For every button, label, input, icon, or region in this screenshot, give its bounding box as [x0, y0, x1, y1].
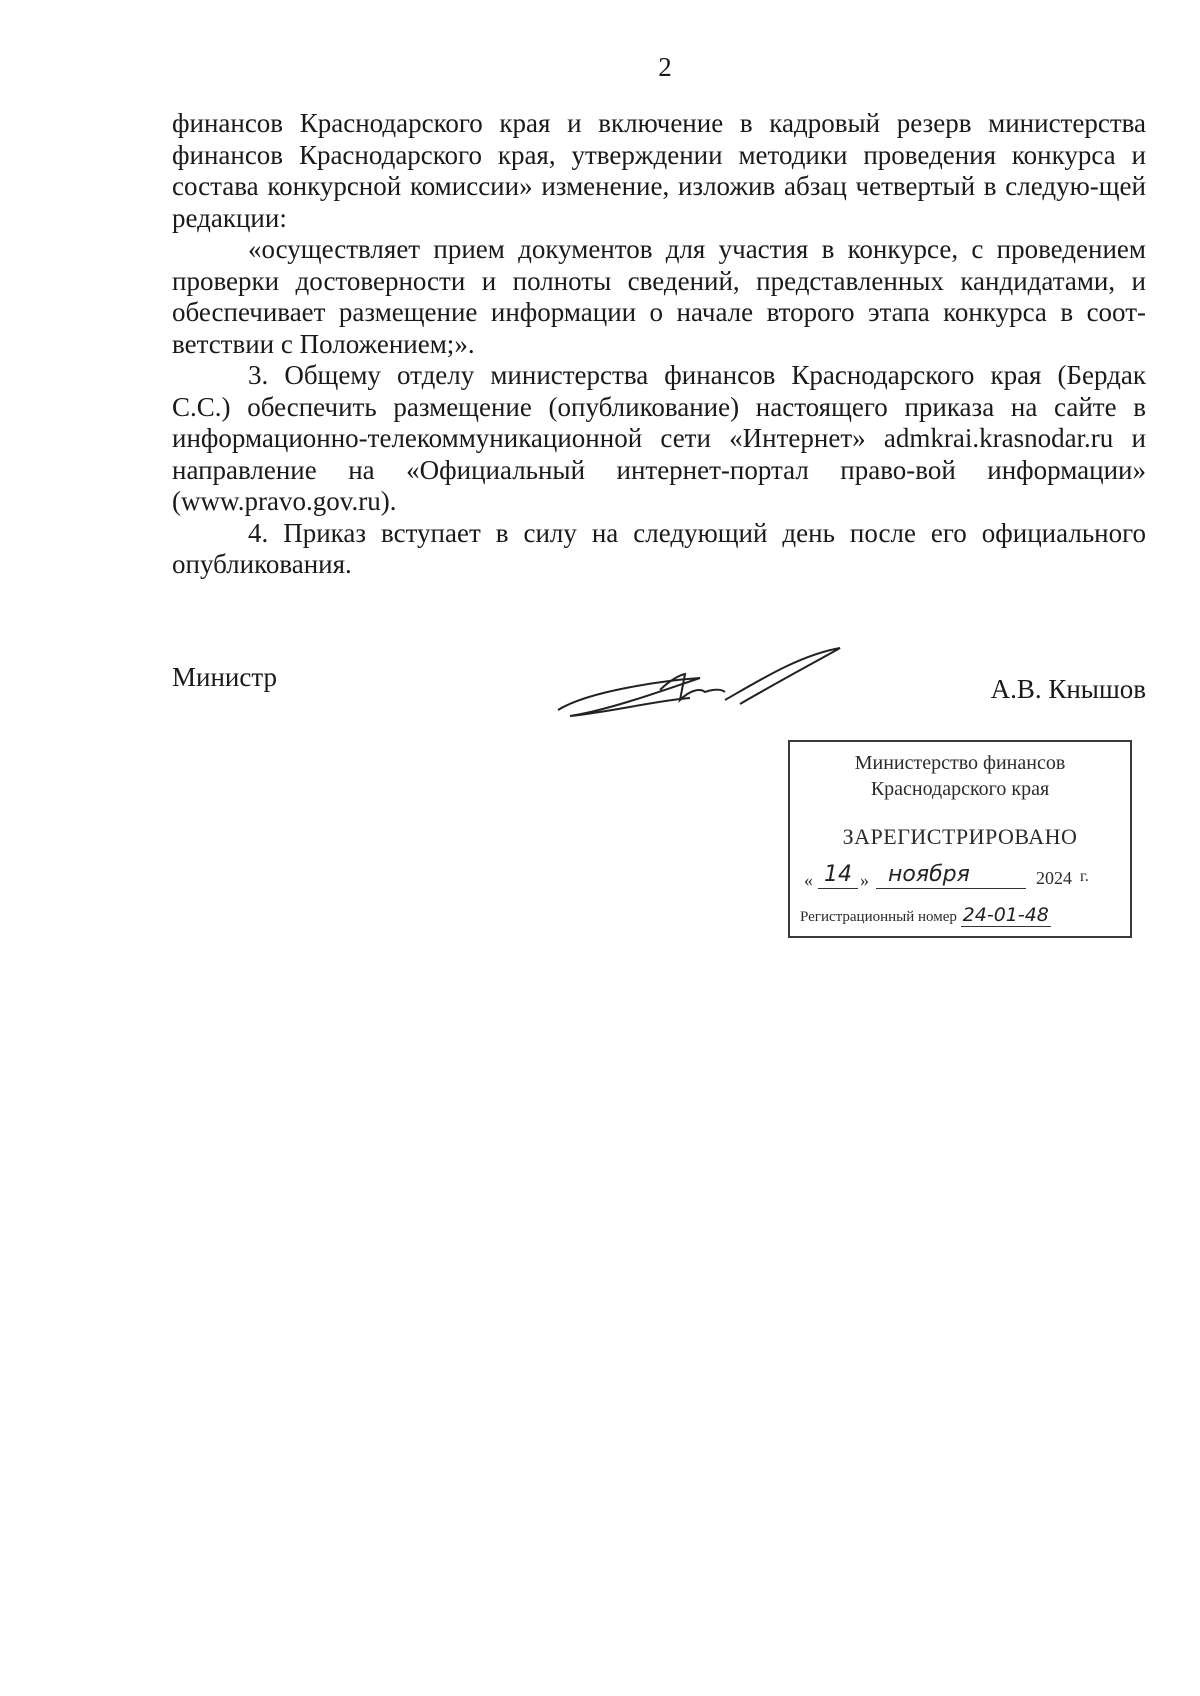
page-number: 2 — [658, 52, 672, 82]
stamp-date-day: 14 — [824, 862, 852, 887]
stamp-org-line1: Министерство финансов — [854, 752, 1066, 774]
stamp-date-row — [804, 862, 1122, 896]
stamp-day-underline — [818, 888, 858, 889]
stamp-month-underline — [876, 888, 1026, 889]
paragraph-item-3: 3. Общему отделу министерства финансов Краснодарского края (Бердак С.С.) обеспечить размещение (опубликование) настоящего приказа на сайте в информационно-телекоммуникационной сети «Интернет» admkrai.krasnodar.ru и направление на «Официальный интернет-портал право-вой информации» (www.pravo.gov.ru). — [172, 360, 1146, 516]
handwritten-signature — [550, 640, 850, 740]
registration-stamp — [788, 740, 1132, 938]
stamp-reg-number: 24-01-48 — [962, 904, 1049, 926]
document-body — [172, 108, 1146, 581]
stamp-number-row — [800, 904, 1122, 926]
stamp-org-line2: Краснодарского края — [870, 778, 1050, 800]
signatory-name: А.В. Кнышов — [990, 674, 1146, 704]
stamp-quote-close: » — [860, 870, 869, 890]
stamp-year-suffix: г. — [1080, 868, 1089, 885]
stamp-quote-open: « — [804, 870, 813, 890]
stamp-registered-label: ЗАРЕГИСТРИРОВАНО — [842, 824, 1078, 849]
paragraph-item-4: 4. Приказ вступает в силу на следующий день после его официального опубликования. — [172, 517, 1146, 579]
stamp-date-year: 2024 — [1036, 868, 1072, 888]
paragraph-quoted-text: «осуществляет прием документов для участия в конкурсе, с проведением проверки достоверности и полноты сведений, представленных кандидатами, и обеспечивает размещение информации о начале второго этапа конкурса в соот-ветствии с Положением;». — [172, 234, 1146, 359]
stamp-reg-label: Регистрационный номер — [800, 909, 957, 925]
signatory-title: Министр — [172, 662, 277, 692]
stamp-date-month: ноября — [888, 862, 970, 887]
paragraph-continuation: финансов Краснодарского края и включение в кадровый резерв министерства финансов Краснодарского края, утверждении методики проведения конкурса и состава конкурсной комиссии» изменение, изложив абзац четвертый в следую-щей редакции: — [172, 108, 1146, 233]
